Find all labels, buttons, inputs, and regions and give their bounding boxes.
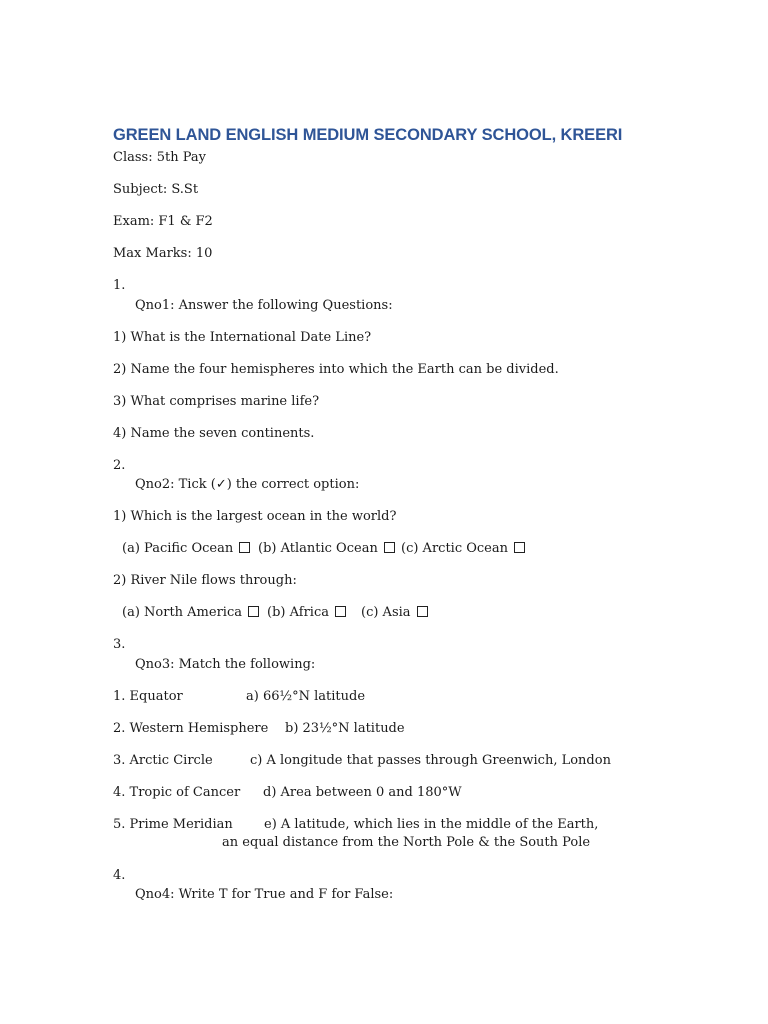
max-marks-line: Max Marks: 10 [113, 246, 213, 261]
q4-heading: Qno4: Write T for True and F for False: [135, 887, 394, 902]
checkbox[interactable] [239, 542, 250, 553]
match-right-item: a) 66½°N latitude [246, 689, 366, 704]
match-right-continuation: an equal distance from the North Pole & the South Pole [222, 835, 591, 850]
checkbox[interactable] [417, 606, 428, 617]
match-left-item: 3. Arctic Circle [113, 753, 213, 768]
q3-number: 3. [113, 637, 126, 652]
option-label: (c) Asia [361, 605, 411, 620]
q2-question-2: 2) River Nile flows through: [113, 573, 297, 588]
q4-number: 4. [113, 868, 126, 883]
class-line: Class: 5th Pay [113, 150, 206, 165]
match-right-item: e) A latitude, which lies in the middle of the Earth, [264, 817, 599, 832]
option-label: (c) Arctic Ocean [401, 541, 508, 556]
q2-option-asia [361, 605, 428, 620]
match-left-item: 1. Equator [113, 689, 183, 704]
option-label: (a) North America [122, 605, 242, 620]
exam-line: Exam: F1 & F2 [113, 214, 213, 229]
q1-item: 1) What is the International Date Line? [113, 330, 372, 345]
q2-option-africa [267, 605, 346, 620]
q3-heading: Qno3: Match the following: [135, 657, 316, 672]
option-label: (a) Pacific Ocean [122, 541, 234, 556]
option-label: (b) Africa [267, 605, 329, 620]
q1-number: 1. [113, 278, 126, 293]
q1-item: 4) Name the seven continents. [113, 426, 315, 441]
match-left-item: 4. Tropic of Cancer [113, 785, 241, 800]
q2-question-1: 1) Which is the largest ocean in the world? [113, 509, 397, 524]
school-title: GREEN LAND ENGLISH MEDIUM SECONDARY SCHOOL, KREERI [113, 126, 623, 144]
checkbox[interactable] [514, 542, 525, 553]
q2-heading: Qno2: Tick (✓) the correct option: [135, 477, 360, 492]
q1-item: 3) What comprises marine life? [113, 394, 320, 409]
match-left-item: 2. Western Hemisphere [113, 721, 269, 736]
checkbox[interactable] [384, 542, 395, 553]
match-right-item: d) Area between 0 and 180°W [263, 785, 462, 800]
q2-option-arctic [401, 541, 525, 556]
option-label: (b) Atlantic Ocean [258, 541, 378, 556]
checkbox[interactable] [248, 606, 259, 617]
checkbox[interactable] [335, 606, 346, 617]
match-right-item: c) A longitude that passes through Greenwich, London [250, 753, 611, 768]
q1-heading: Qno1: Answer the following Questions: [135, 298, 393, 313]
subject-line: Subject: S.St [113, 182, 199, 197]
q2-number: 2. [113, 458, 126, 473]
q2-option-atlantic [258, 541, 395, 556]
match-left-item: 5. Prime Meridian [113, 817, 233, 832]
q2-option-pacific [122, 541, 250, 556]
match-right-item: b) 23½°N latitude [285, 721, 405, 736]
q2-option-north-america [122, 605, 259, 620]
q1-item: 2) Name the four hemispheres into which the Earth can be divided. [113, 362, 559, 377]
